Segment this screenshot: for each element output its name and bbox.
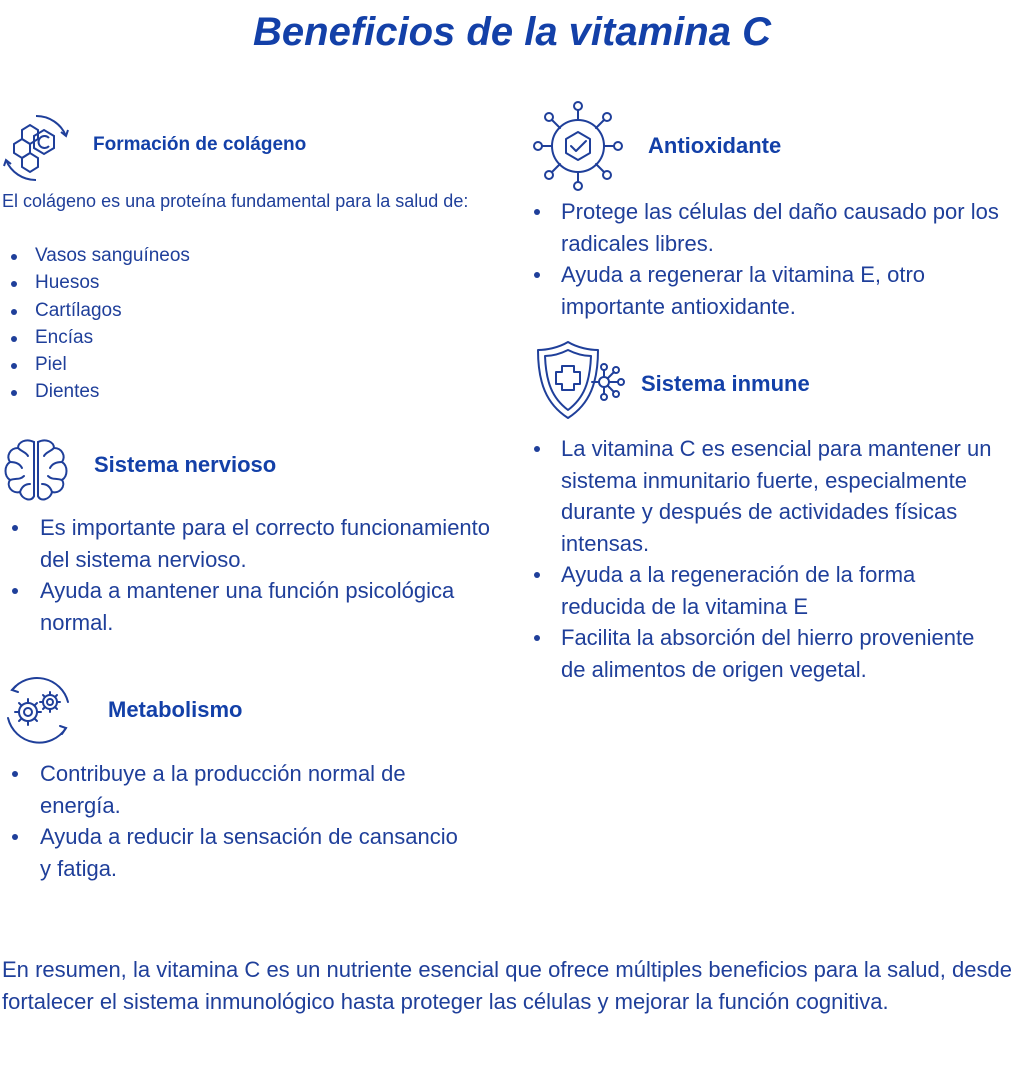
list-item: Vasos sanguíneos — [0, 242, 190, 269]
list-item: Contribuye a la producción normal de energía. — [0, 758, 470, 821]
list-item: Es importante para el correcto funcionamiento del sistema nervioso. — [0, 512, 500, 575]
list-item: La vitamina C es esencial para mantener un sistema inmunitario fuerte, especialmente durante y después de actividades físicas intensas. — [528, 433, 998, 559]
list-item: Huesos — [0, 269, 190, 296]
section-heading: Antioxidante — [648, 133, 782, 158]
page-title: Beneficios de la vitamina C — [253, 10, 771, 54]
section-heading: Formación de colágeno — [93, 134, 307, 155]
list-item: Ayuda a la regeneración de la forma reducida de la vitamina E — [528, 559, 998, 622]
bullet-list — [0, 758, 470, 884]
bullet-list — [0, 512, 500, 638]
gears-cycle-icon — [0, 672, 76, 748]
bullet-list — [0, 242, 190, 406]
list-item: Ayuda a regenerar la vitamina E, otro importante antioxidante. — [528, 259, 1008, 322]
list-item: Cartílagos — [0, 297, 190, 324]
molecule-check-icon — [530, 100, 626, 192]
list-item: Facilita la absorción del hierro proveniente de alimentos de origen vegetal. — [528, 622, 998, 685]
list-item: Piel — [0, 351, 190, 378]
list-item: Ayuda a reducir la sensación de cansancio y fatiga. — [0, 821, 470, 884]
list-item: Encías — [0, 324, 190, 351]
list-item: Protege las células del daño causado por los radicales libres. — [528, 196, 1008, 259]
collagen-hexagon-icon — [0, 112, 72, 184]
section-intro: El colágeno es una proteína fundamental para la salud de: — [2, 191, 469, 211]
bullet-list — [528, 433, 998, 685]
section-heading: Sistema inmune — [641, 371, 810, 396]
shield-cross-icon — [532, 338, 628, 422]
bullet-list — [528, 196, 1008, 322]
list-item: Ayuda a mantener una función psicológica normal. — [0, 575, 500, 638]
list-item: Dientes — [0, 378, 190, 405]
summary-paragraph: En resumen, la vitamina C es un nutriente esencial que ofrece múltiples beneficios para la salud, desde fortalecer el sistema inmunológico hasta proteger las células y mejorar la función cognitiva. — [2, 957, 1012, 1014]
section-heading: Metabolismo — [108, 697, 243, 722]
section-heading: Sistema nervioso — [94, 452, 277, 477]
brain-icon — [0, 434, 72, 506]
